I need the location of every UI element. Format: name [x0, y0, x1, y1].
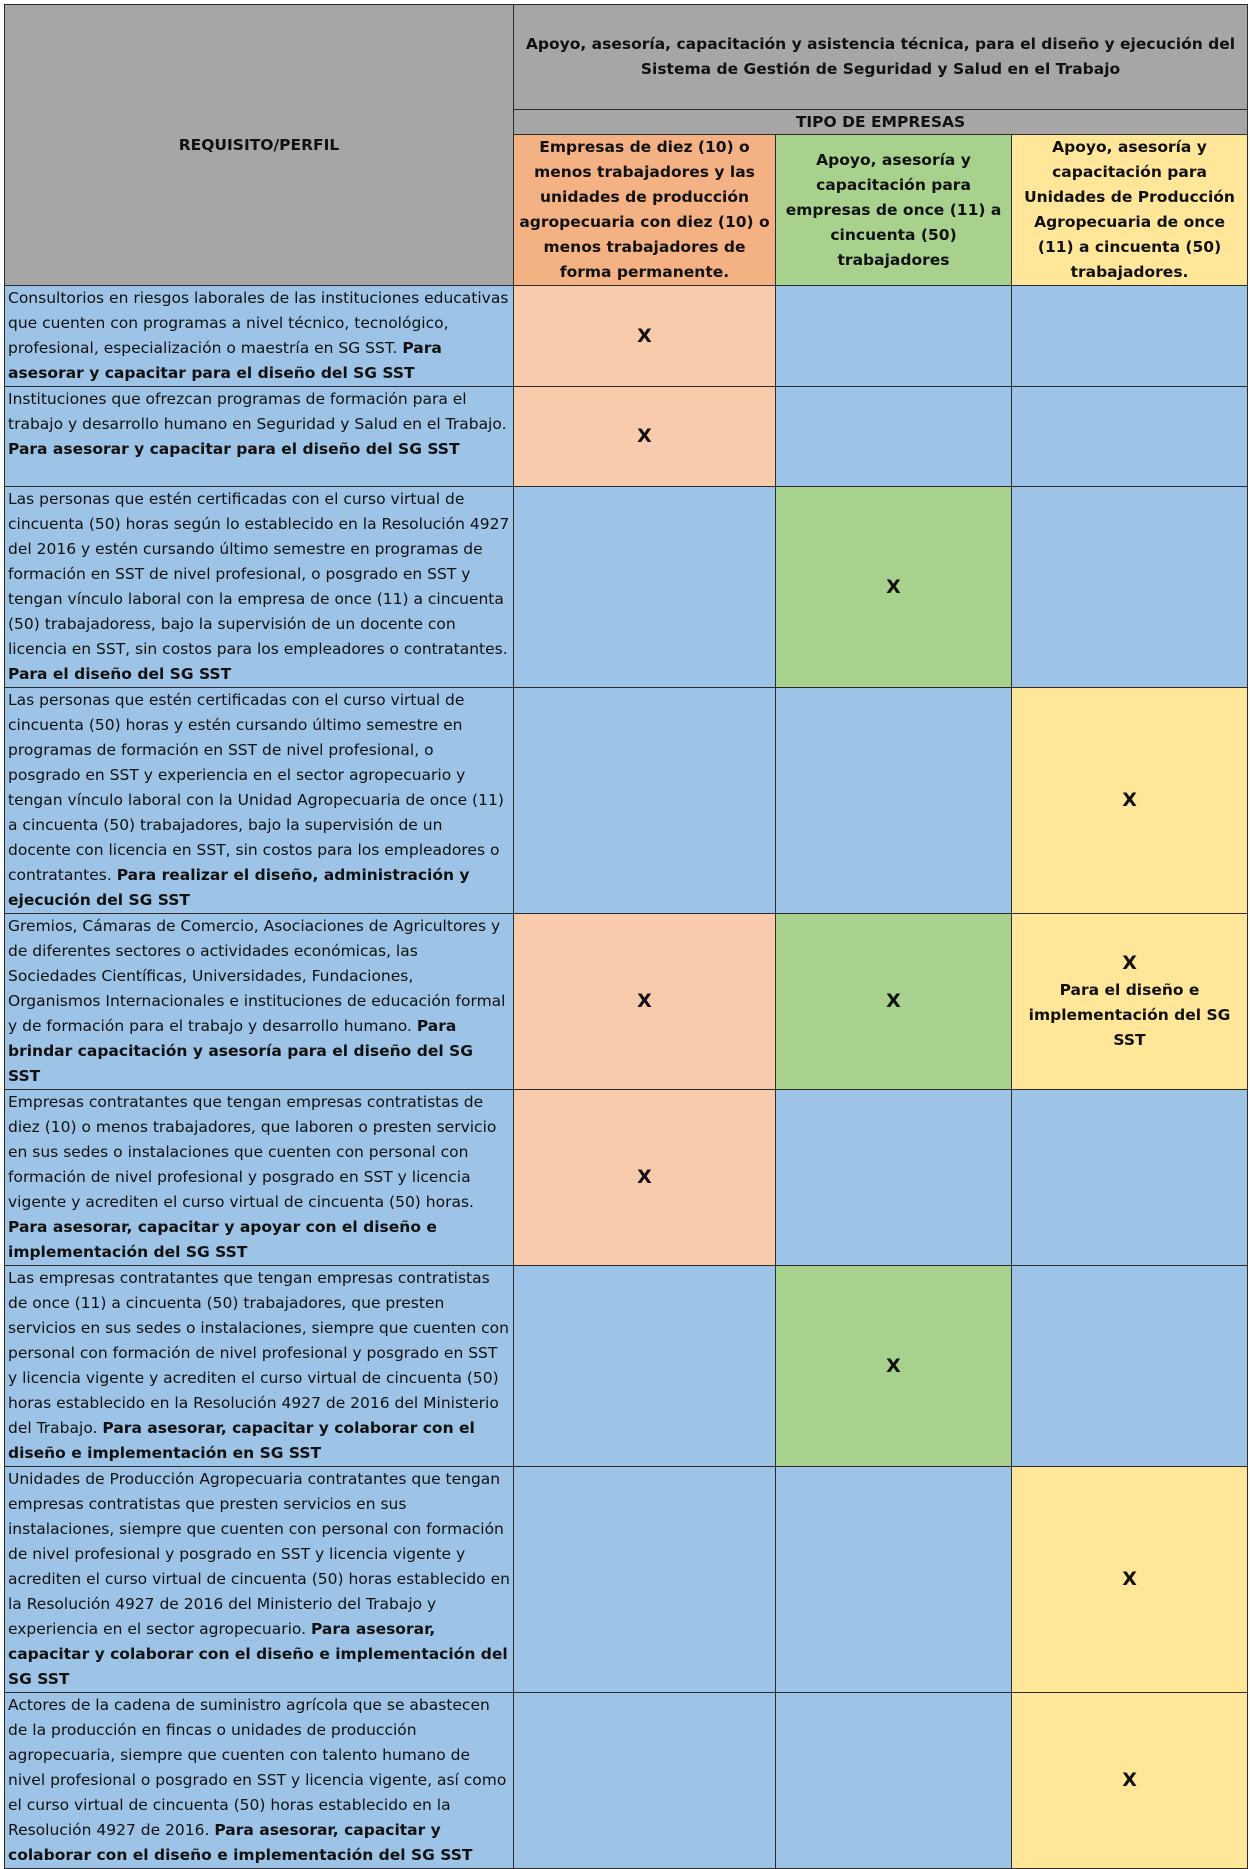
requirement-cell — [5, 487, 514, 688]
mark-cell-1 — [514, 1266, 776, 1467]
table-row — [5, 1693, 1248, 1869]
table-row — [5, 286, 1248, 387]
x-mark: X — [1122, 1769, 1137, 1791]
main-title-header — [514, 5, 1248, 110]
mark-cell-3 — [1012, 286, 1248, 387]
requirement-text: Empresas contratantes que tengan empresas contratistas de diez (10) o menos trabajadores, que laboren o presten servicio en sus sedes o instalaciones que cuenten con personal con formación de nivel profesional y posgrado en SST y licencia vigente y acrediten el curso virtual de cincuenta (50) horas. — [8, 1093, 497, 1211]
mark-cell-1 — [514, 286, 776, 387]
mark-cell-2 — [776, 914, 1012, 1090]
mark-cell-3 — [1012, 688, 1248, 914]
table-row — [5, 914, 1248, 1090]
column-header-3-label: Apoyo, asesoría y capacitación para Unidades de Producción Agropecuaria de once (11) a cincuenta (50) trabajadores. — [1024, 138, 1235, 281]
requirement-purpose: Para asesorar, capacitar y colaborar con el diseño e implementación del SG SST — [8, 1821, 473, 1864]
mark-cell-1 — [514, 487, 776, 688]
requirement-text: Las personas que estén certificadas con el curso virtual de cincuenta (50) horas según lo establecido en la Resolución 4927 del 2016 y estén cursando último semestre en programas de formación en SST de nivel profesional, o posgrado en SST y tengan vínculo laboral con la empresa de once (11) a cincuenta (50) trabajadoress, bajo la supervisión de un docente con licencia en SST, sin costos para los empleadores o contratantes. — [8, 490, 510, 658]
table-row — [5, 1090, 1248, 1266]
mark-cell-2 — [776, 387, 1012, 487]
mark-cell-3 — [1012, 1266, 1248, 1467]
table-row — [5, 387, 1248, 487]
x-mark: X — [1122, 789, 1137, 811]
column-header-1 — [514, 135, 776, 286]
requirement-text: Consultorios en riesgos laborales de las instituciones educativas que cuenten con programas a nivel técnico, tecnológico, profesional, especialización o maestría en SG SST. — [8, 289, 509, 357]
x-mark: X — [886, 990, 901, 1012]
column-header-2-label: Apoyo, asesoría y capacitación para empresas de once (11) a cincuenta (50) trabajadores — [785, 150, 1002, 269]
x-mark: X — [1122, 951, 1137, 974]
requirement-purpose: Para realizar el diseño, administración y ejecución del SG SST — [8, 866, 470, 909]
requisito-header — [5, 5, 514, 286]
requirement-text: Unidades de Producción Agropecuaria contratantes que tengan empresas contratistas que presten servicios en sus instalaciones, siempre que cuenten con personal con formación de nivel profesional y posgrado en SST y licencia vigente y acrediten el curso virtual de cincuenta (50) horas establecido en la Resolución 4927 de 2016 del Ministerio del Trabajo y experiencia en el sector agropecuario. — [8, 1470, 510, 1638]
mark-cell-2 — [776, 1693, 1012, 1869]
requirement-text: Actores de la cadena de suministro agrícola que se abastecen de la producción en fincas o unidades de producción agropecuaria, siempre que cuenten con talento humano de nivel profesional o posgrado en SST y licencia vigente, así como el curso virtual de cincuenta (50) horas establecido en la Resolución 4927 de 2016. — [8, 1696, 507, 1839]
x-mark: X — [637, 425, 652, 447]
table-body — [5, 286, 1248, 1869]
mark-cell-2 — [776, 286, 1012, 387]
mark-cell-3 — [1012, 387, 1248, 487]
mark-cell-1 — [514, 914, 776, 1090]
mark-cell-1 — [514, 1693, 776, 1869]
mark-cell-1 — [514, 1090, 776, 1266]
table-row — [5, 688, 1248, 914]
mark-cell-3 — [1012, 1467, 1248, 1693]
x-mark: X — [1122, 1568, 1137, 1590]
requirement-purpose: Para asesorar, capacitar y colaborar con el diseño e implementación del SG SST — [8, 1620, 508, 1688]
tipo-empresas-header — [514, 110, 1248, 135]
requirement-purpose: Para asesorar, capacitar y apoyar con el diseño e implementación del SG SST — [8, 1218, 437, 1261]
requirement-text: Las personas que estén certificadas con el curso virtual de cincuenta (50) horas y estén cursando último semestre en programas de formación en SST de nivel profesional, o posgrado en SST y experiencia en el sector agropecuario y tengan vínculo laboral con la Unidad Agropecuaria de once (11) a cincuenta (50) trabajadores, bajo la supervisión de un docente con licencia en SST, sin costos para los empleadores o contratantes. — [8, 691, 504, 884]
mark-cell-2 — [776, 1090, 1012, 1266]
mark-cell-3 — [1012, 1693, 1248, 1869]
requirement-purpose: Para asesorar y capacitar para el diseño del SG SST — [8, 440, 460, 458]
column-header-1-label: Empresas de diez (10) o menos trabajadores y las unidades de producción agropecuaria con diez (10) o menos trabajadores de forma permanente. — [519, 138, 770, 281]
requirements-table — [4, 4, 1248, 1869]
requirement-cell — [5, 688, 514, 914]
table-row — [5, 487, 1248, 688]
mark-cell-2 — [776, 1467, 1012, 1693]
requirement-cell — [5, 387, 514, 487]
tipo-empresas-label: TIPO DE EMPRESAS — [795, 112, 966, 131]
mark-cell-3 — [1012, 1090, 1248, 1266]
x-mark: X — [637, 1166, 652, 1188]
mark-cell-2 — [776, 1266, 1012, 1467]
mark-cell-3 — [1012, 914, 1248, 1090]
mark-cell-1 — [514, 387, 776, 487]
requirement-cell — [5, 914, 514, 1090]
table-row — [5, 1467, 1248, 1693]
requirement-text: Gremios, Cámaras de Comercio, Asociaciones de Agricultores y de diferentes sectores o actividades económicas, las Sociedades Científicas, Universidades, Fundaciones, Organismos Internacionales e instituciones de educación formal y de formación para el trabajo y desarrollo humano. — [8, 917, 506, 1035]
x-mark: X — [886, 575, 901, 598]
x-mark: X — [637, 990, 652, 1012]
column-header-3 — [1012, 135, 1248, 286]
requirement-cell — [5, 1693, 514, 1869]
mark-note: Para el diseño e implementación del SG SST — [1028, 980, 1231, 1049]
mark-cell-2 — [776, 487, 1012, 688]
requirement-cell — [5, 1467, 514, 1693]
table-row — [5, 1266, 1248, 1467]
requirements-table-page — [4, 4, 1247, 1864]
column-header-2 — [776, 135, 1012, 286]
requirement-purpose: Para asesorar, capacitar y colaborar con el diseño e implementación en SG SST — [8, 1419, 475, 1462]
requirement-cell — [5, 1090, 514, 1266]
main-title-text: Apoyo, asesoría, capacitación y asistencia técnica, para el diseño y ejecución del Sistema de Gestión de Seguridad y Salud en el Trabajo — [525, 35, 1236, 78]
mark-cell-3 — [1012, 487, 1248, 688]
requirement-purpose: Para brindar capacitación y asesoría para el diseño del SG SST — [8, 1017, 473, 1085]
mark-cell-2 — [776, 688, 1012, 914]
mark-cell-1 — [514, 1467, 776, 1693]
requirement-purpose: Para el diseño del SG SST — [8, 665, 232, 683]
x-mark: X — [637, 324, 652, 347]
x-mark: X — [886, 1354, 901, 1377]
requirement-cell — [5, 286, 514, 387]
requirement-text: Instituciones que ofrezcan programas de formación para el trabajo y desarrollo humano en Seguridad y Salud en el Trabajo. — [8, 390, 507, 433]
requirement-cell — [5, 1266, 514, 1467]
requisito-header-label: REQUISITO/PERFIL — [178, 135, 340, 154]
requirement-text: Las empresas contratantes que tengan empresas contratistas de once (11) a cincuenta (50) trabajadores, que presten servicios en sus sedes o instalaciones, siempre que cuenten con personal con formación de nivel profesional y posgrado en SST y licencia vigente y acrediten el curso virtual de cincuenta (50) horas establecido en la Resolución 4927 de 2016 del Ministerio del Trabajo. — [8, 1269, 509, 1437]
requirement-purpose: Para asesorar y capacitar para el diseño del SG SST — [8, 339, 442, 382]
mark-cell-1 — [514, 688, 776, 914]
